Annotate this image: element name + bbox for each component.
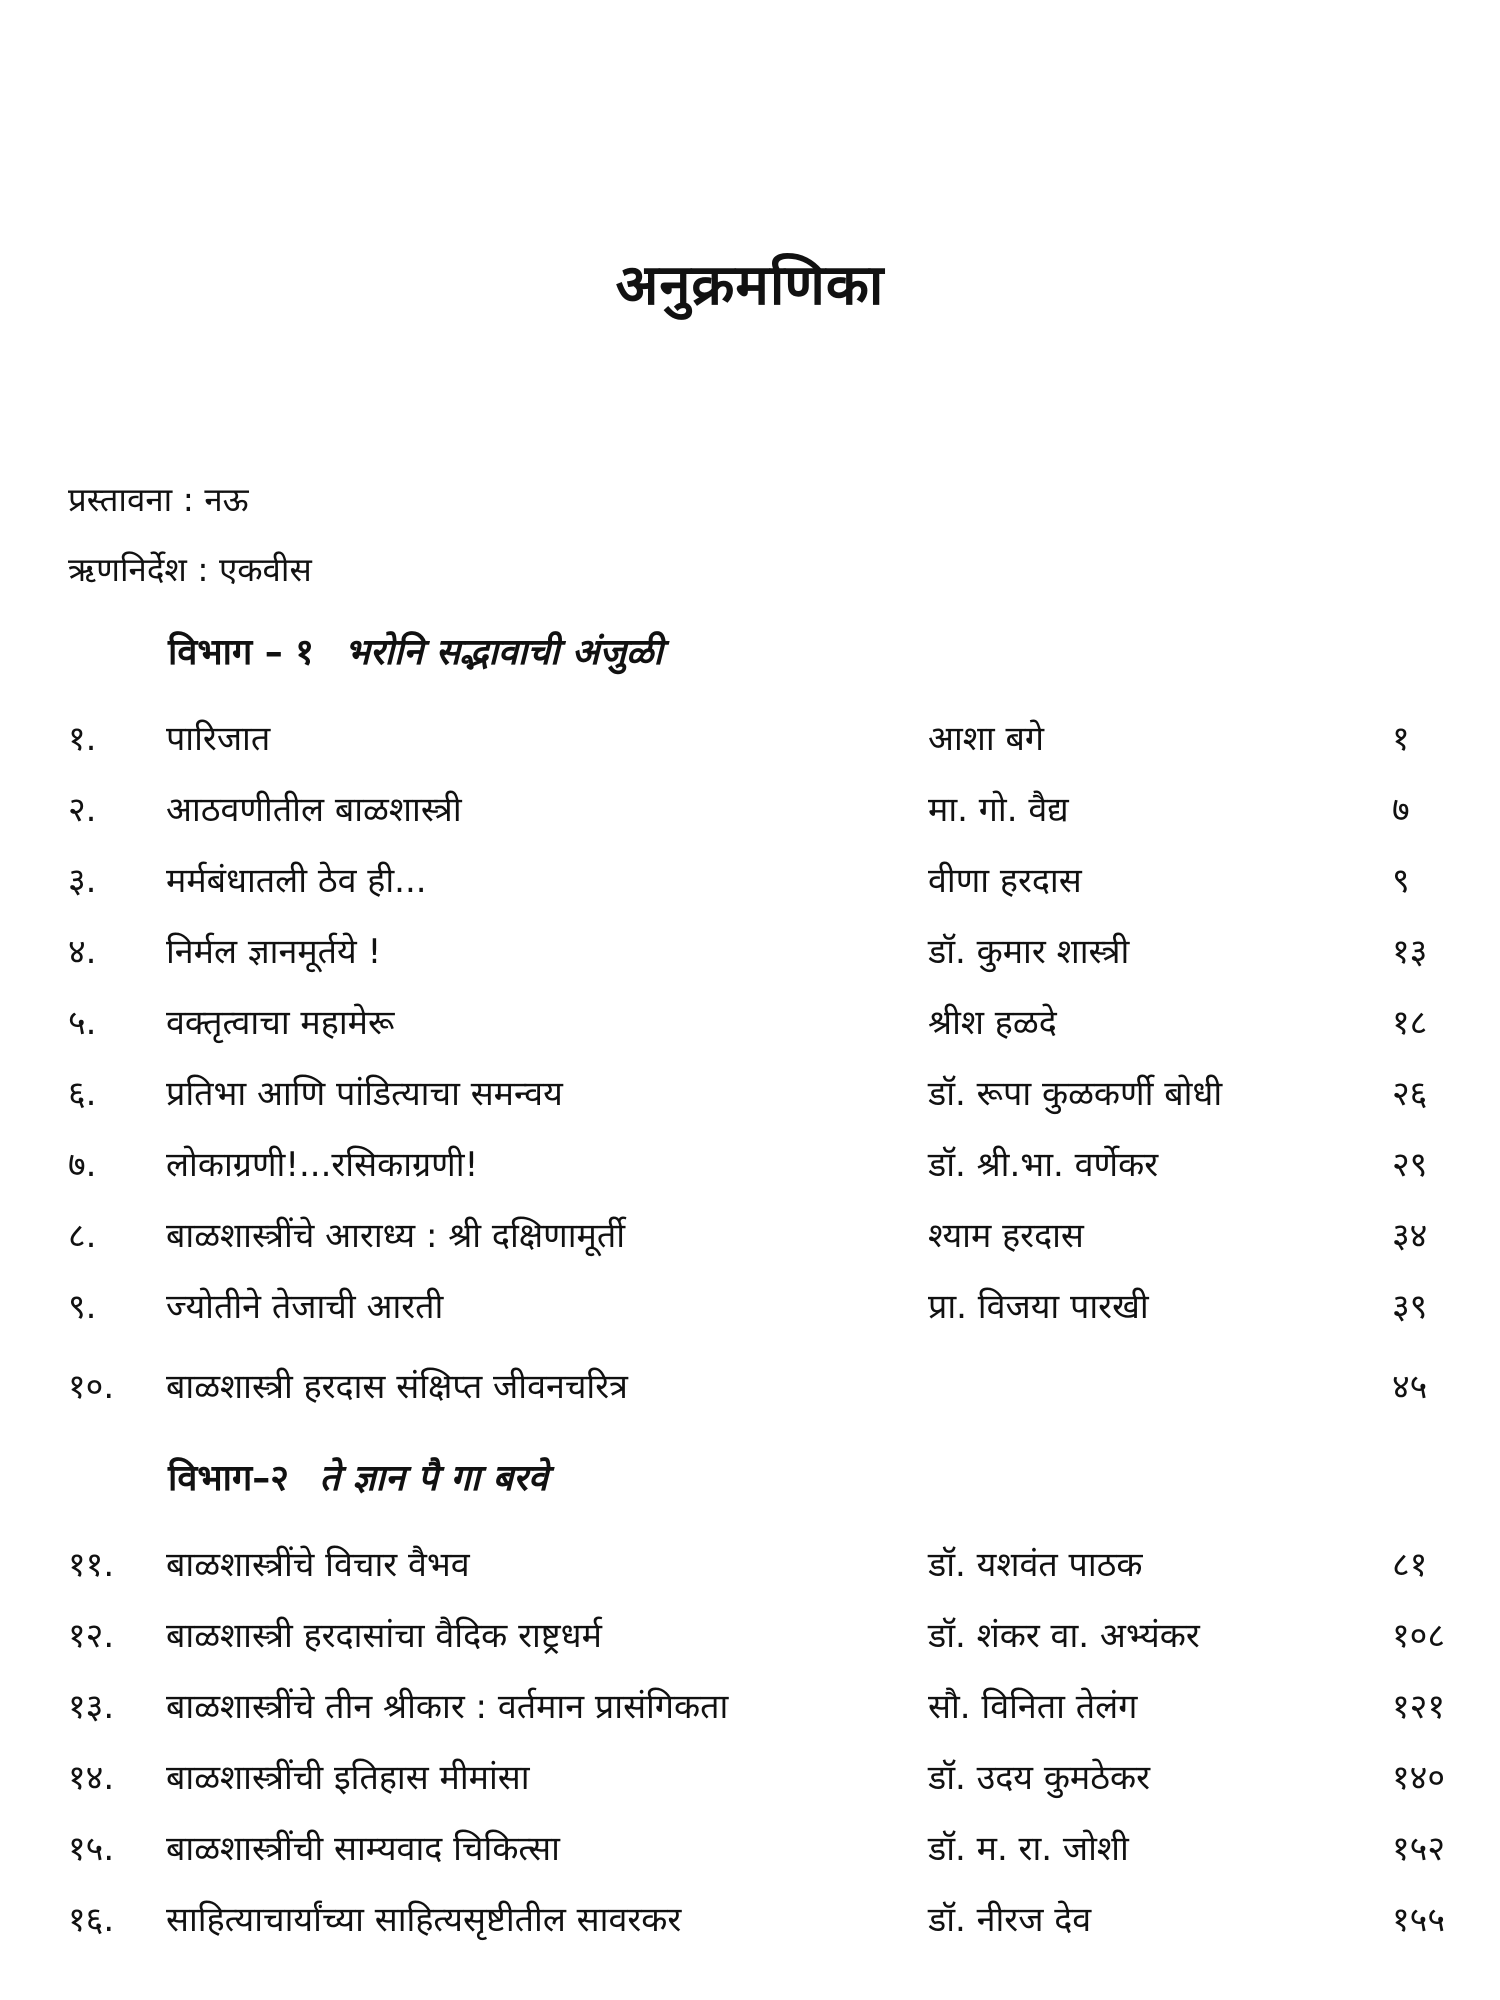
entry-author: वीणा हरदास [928, 861, 1082, 901]
toc-entry [0, 1824, 1500, 1874]
page-title: अनुक्रमणिका [615, 253, 885, 318]
entry-page: २९ [1392, 1145, 1428, 1185]
section-label: विभाग – १ [168, 632, 315, 673]
toc-entry [0, 1682, 1500, 1732]
section-title: भरोनि सद्भावाची अंजुळी [344, 632, 663, 673]
entry-author: श्याम हरदास [928, 1216, 1084, 1256]
entry-title: बाळशास्त्रींचे आराध्य : श्री दक्षिणामूर्ती [166, 1216, 626, 1256]
entry-author: मा. गो. वैद्य [928, 790, 1069, 830]
entry-number: १४. [68, 1758, 115, 1798]
entry-number: ३. [68, 861, 97, 901]
entry-author: प्रा. विजया पारखी [928, 1287, 1149, 1327]
entry-author: डॉ. नीरज देव [928, 1900, 1092, 1940]
toc-entry [0, 1069, 1500, 1119]
entry-author: डॉ. श्री.भा. वर्णेकर [928, 1145, 1159, 1185]
entry-title: बाळशास्त्रींची साम्यवाद चिकित्सा [166, 1829, 560, 1869]
entry-number: २. [68, 790, 97, 830]
section-title: ते ज्ञान पै गा बरवे [319, 1458, 548, 1499]
entry-number: ४. [68, 932, 97, 972]
entry-number: १३. [68, 1687, 115, 1727]
toc-entry [0, 1282, 1500, 1332]
entry-page: ३४ [1392, 1216, 1428, 1256]
entry-title: प्रतिभा आणि पांडित्याचा समन्वय [166, 1074, 563, 1114]
entry-title: बाळशास्त्रींचे विचार वैभव [166, 1545, 470, 1585]
entry-number: ६. [68, 1074, 97, 1114]
entry-author: डॉ. यशवंत पाठक [928, 1545, 1143, 1585]
entry-author: श्रीश हळदे [928, 1003, 1057, 1043]
entry-number: १. [68, 719, 97, 759]
entry-author: डॉ. उदय कुमठेकर [928, 1758, 1151, 1798]
entry-number: १२. [68, 1616, 115, 1656]
toc-entry [0, 927, 1500, 977]
entry-page: १ [1392, 719, 1410, 759]
entry-page: ७ [1392, 790, 1410, 830]
entry-author: सौ. विनिता तेलंग [928, 1687, 1138, 1727]
entry-title: आठवणीतील बाळशास्त्री [166, 790, 462, 830]
entry-title: लोकाग्रणी!...रसिकाग्रणी! [166, 1145, 479, 1185]
entry-page: १५५ [1392, 1900, 1446, 1940]
entry-author: डॉ. म. रा. जोशी [928, 1829, 1129, 1869]
entry-title: साहित्याचार्यांच्या साहित्यसृष्टीतील सावरकर [166, 1900, 682, 1940]
front-matter-label: प्रस्तावना [68, 480, 173, 519]
entry-page: १३ [1392, 932, 1428, 972]
entry-page: २६ [1392, 1074, 1428, 1114]
toc-entry [0, 1540, 1500, 1590]
section-heading-2 [168, 1452, 548, 1501]
entry-title: बाळशास्त्रींचे तीन श्रीकार : वर्तमान प्रासंगिकता [166, 1687, 729, 1727]
entry-author: आशा बगे [928, 719, 1045, 759]
toc-entry [0, 1753, 1500, 1803]
entry-title: वक्तृत्वाचा महामेरू [166, 1003, 395, 1043]
entry-number: ८. [68, 1216, 97, 1256]
entry-page: १४० [1392, 1758, 1446, 1798]
front-matter-acknowledgement [68, 546, 312, 591]
front-matter-preface [68, 476, 249, 521]
entry-author: डॉ. रूपा कुळकर्णी बोधी [928, 1074, 1223, 1114]
front-matter-sep: : [197, 550, 209, 589]
entry-number: १६. [68, 1900, 115, 1940]
toc-entry [0, 1211, 1500, 1261]
entry-page: १०८ [1392, 1616, 1446, 1656]
front-matter-label: ऋणनिर्देश [68, 550, 187, 589]
section-heading-1 [168, 626, 663, 675]
entry-title: निर्मल ज्ञानमूर्तये ! [166, 932, 382, 972]
entry-title: पारिजात [166, 719, 271, 759]
toc-entry [0, 785, 1500, 835]
entry-number: १५. [68, 1829, 115, 1869]
entry-page: ८१ [1392, 1545, 1428, 1585]
entry-author: डॉ. शंकर वा. अभ्यंकर [928, 1616, 1200, 1656]
entry-page: ३९ [1392, 1287, 1428, 1327]
entry-number: ११. [68, 1545, 115, 1585]
toc-entry [0, 1895, 1500, 1945]
entry-title: मर्मबंधातली ठेव ही... [166, 861, 427, 901]
front-matter-sep: : [182, 480, 194, 519]
entry-number: १०. [68, 1367, 115, 1407]
toc-entry [0, 998, 1500, 1048]
toc-entry [0, 714, 1500, 764]
toc-entry [0, 856, 1500, 906]
entry-page: १५२ [1392, 1829, 1446, 1869]
entry-number: ५. [68, 1003, 97, 1043]
toc-entry [0, 1140, 1500, 1190]
entry-title: बाळशास्त्री हरदास संक्षिप्त जीवनचरित्र [166, 1367, 628, 1407]
entry-title: ज्योतीने तेजाची आरती [166, 1287, 444, 1327]
entry-author: डॉ. कुमार शास्त्री [928, 932, 1130, 972]
front-matter-page: नऊ [204, 480, 249, 519]
toc-entry [0, 1362, 1500, 1412]
entry-number: ७. [68, 1145, 97, 1185]
entry-title: बाळशास्त्रींची इतिहास मीमांसा [166, 1758, 530, 1798]
entry-page: १२१ [1392, 1687, 1446, 1727]
entry-page: ९ [1392, 861, 1410, 901]
front-matter-page: एकवीस [218, 550, 312, 589]
entry-page: ४५ [1392, 1367, 1428, 1407]
entry-title: बाळशास्त्री हरदासांचा वैदिक राष्ट्रधर्म [166, 1616, 602, 1656]
toc-entry [0, 1611, 1500, 1661]
section-label: विभाग–२ [168, 1458, 289, 1499]
entry-number: ९. [68, 1287, 97, 1327]
entry-page: १८ [1392, 1003, 1428, 1043]
